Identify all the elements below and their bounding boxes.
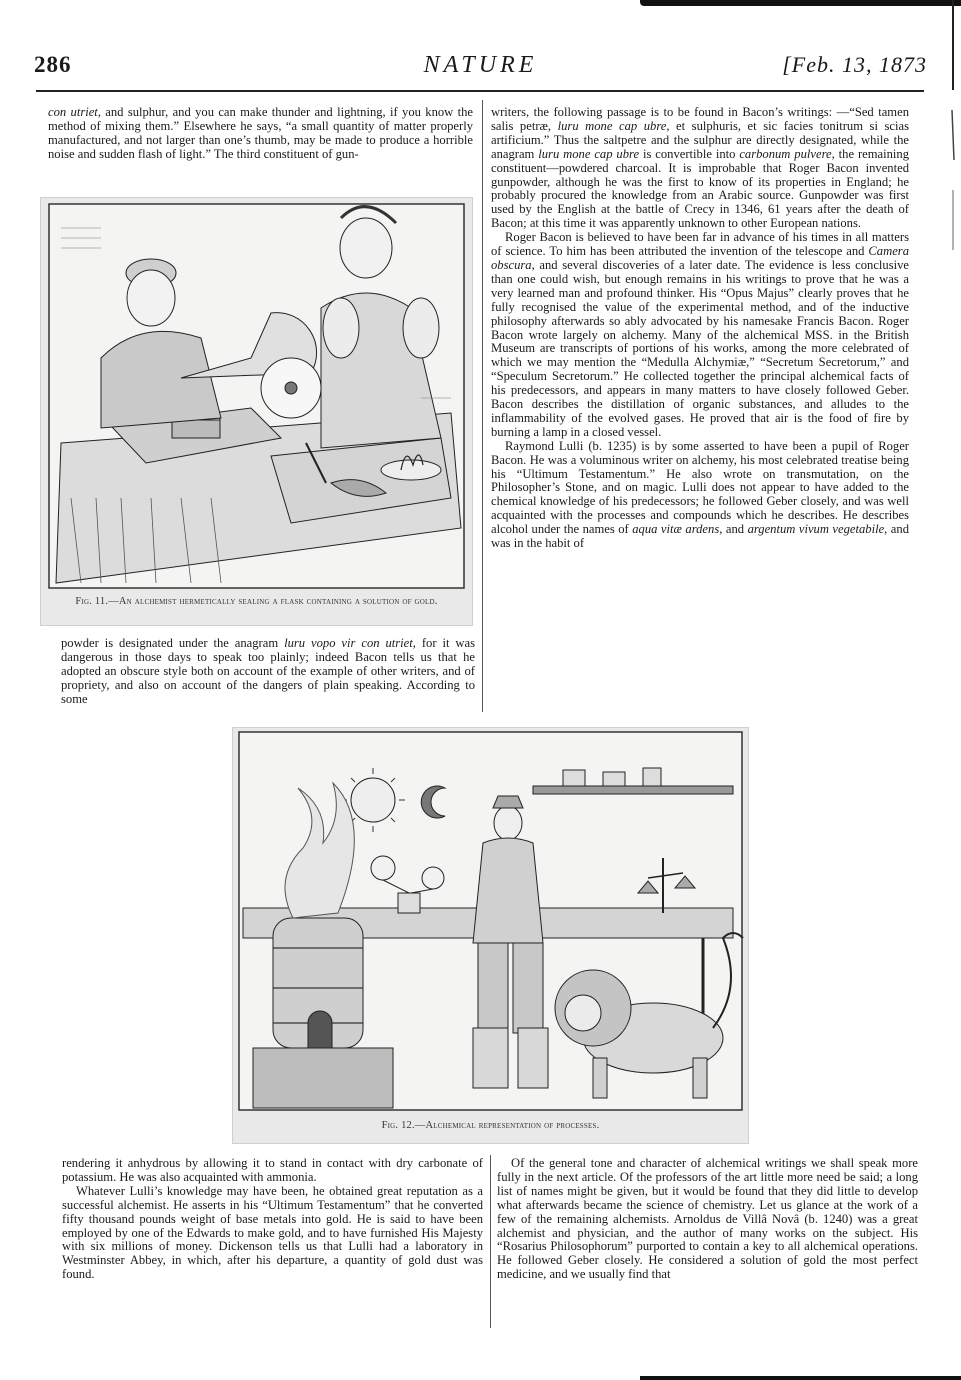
page-number: 286 bbox=[34, 52, 72, 77]
left-column-top-text: con utriet, and sulphur, and you can make thunder and lightning, if you know the method of mixing them.” Elsewhere he says, “a small quantity of matter properly manufactured, and not larger than one’s thumb, may be made to produce a horrible noise and sudden flash of light.” The third constituent of gun- bbox=[48, 105, 473, 161]
right-column-top-text: writers, the following passage is to be found in Bacon’s writings: —“Sed tamen salis petræ, luru mone cap ubre, et sulphuris, et sic facies tonitrum si scias artificium.” Thus the saltpetre and the sulphur are directly designated, while the anagram luru mone cap ubre is convertible into carbonum pulvere, the remaining constituent—powdered charcoal. It is improbable that Roger Bacon invented gunpowder, although he was the first to know of its properties in England; he probably procured the knowledge from an Arabic source. Gunpowder was first used by the English at the battle of Crecy in 1346, 61 years after the death of Bacon; at this time it was apparently unknown to other European nations. Roger Bacon is believed to have been far in advance of his times in all matters of science. To him has been attributed the invention of the telescope and Camera obscura, and several discoveries of a later date. The evidence is less conclusive than one could wish, but enough remains in his writings to prove that he was a very learned man and profound thinker. His “Opus Majus” clearly proves that he fully recognised the value of the experimental method, and of the inductive philosophy afterwards so ably advocated by his namesake Francis Bacon. Roger Bacon wrote largely on alchemy. Many of the alchemical MSS. in the British Museum are transcripts of portions of his works, among the more celebrated of which we may mention the “Medulla Alchymiæ,” “Secretum Secretorum,” and “Speculum Secretorum.” He collected together the principal alchemical facts of his predecessors, and appears in many matters to have closely followed Geber. Bacon describes the distillation of organic substances, and alludes to the inflammability of the evolved gases. He proved that air is the food of fire by burning a lamp in a closed vessel. Raymond Lulli (b. 1235) is by some asserted to have been a pupil of Roger Bacon. He was a voluminous writer on alchemy, his most celebrated treatise being his “Ultimum Testamentum.” He also wrote on transmutation, on the Philosopher’s Stone, and on magic. Lulli does not appear to have added to the chemical knowledge of his predecessors; he followed Geber closely, and was well acquainted with the processes and compounds which he describes. He describes alcohol under the names of aqua vitæ ardens, and argentum vivum vegetabile, and was in the habit of bbox=[491, 105, 910, 551]
left-column-middle-text: powder is designated under the anagram luru vopo vir con utriet, for it was dangerous in those days to speak too plainly; indeed Bacon tells us that he adopted an obscure style both on account of the example of other writers, and of propriety, and also on account of the dangers of plain speaking. According to some bbox=[61, 636, 475, 706]
scan-edge-bottom bbox=[640, 1376, 961, 1380]
figure-11-engraving bbox=[41, 198, 472, 625]
issue-date: [Feb. 13, 1873 bbox=[782, 52, 927, 77]
figure-11 bbox=[40, 197, 473, 626]
right-column-bottom-text: Of the general tone and character of alchemical writings we shall speak more fully in the next article. Of the professors of the art little more need be said; a long list of names might be given, but it would be found that they did little to develop what afterwards became the science of chemistry. Let us glance at the work of a few of the remaining alchemists. Arnoldus de Villâ Novâ (b. 1240) was a great alchemist and physician, and the author of many works on the subject. His “Rosarius Philosophorum” purported to contain a key to all alchemical operations. He followed Geber closely. He considered a solution of gold the most perfect medicine, and we usually find that bbox=[497, 1156, 918, 1282]
journal-title: NATURE bbox=[423, 52, 538, 78]
page-header bbox=[34, 52, 927, 84]
scan-edge-top bbox=[640, 0, 961, 6]
scan-edge-right bbox=[947, 0, 959, 260]
figure-12 bbox=[232, 727, 749, 1144]
figure-12-engraving bbox=[233, 728, 748, 1143]
column-divider-top bbox=[482, 100, 483, 712]
left-column-bottom-text: rendering it anhydrous by allowing it to stand in contact with dry carbonate of potassium. He was also acquainted with ammonia. Whatever Lulli’s knowledge may have been, he obtained great reputation as a successful alchemist. He asserts in his “Ultimum Testamentum” that he converted fifty thousand pounds weight of base metals into gold. He is said to have been employed by one of the Edwards to make gold, and to have furnished His Majesty with six millions of money. Dickenson tells us that Lulli had a laboratory in Westminster Abbey, in which, after his departure, a quantity of gold dust was found. bbox=[62, 1156, 483, 1282]
figure-11-caption: Fig. 11.—An alchemist hermetically sealing a flask containing a solution of gold. bbox=[75, 596, 438, 607]
column-divider-bottom bbox=[490, 1155, 491, 1328]
header-rule bbox=[36, 90, 924, 92]
figure-12-caption: Fig. 12.—Alchemical representation of processes. bbox=[381, 1120, 600, 1131]
